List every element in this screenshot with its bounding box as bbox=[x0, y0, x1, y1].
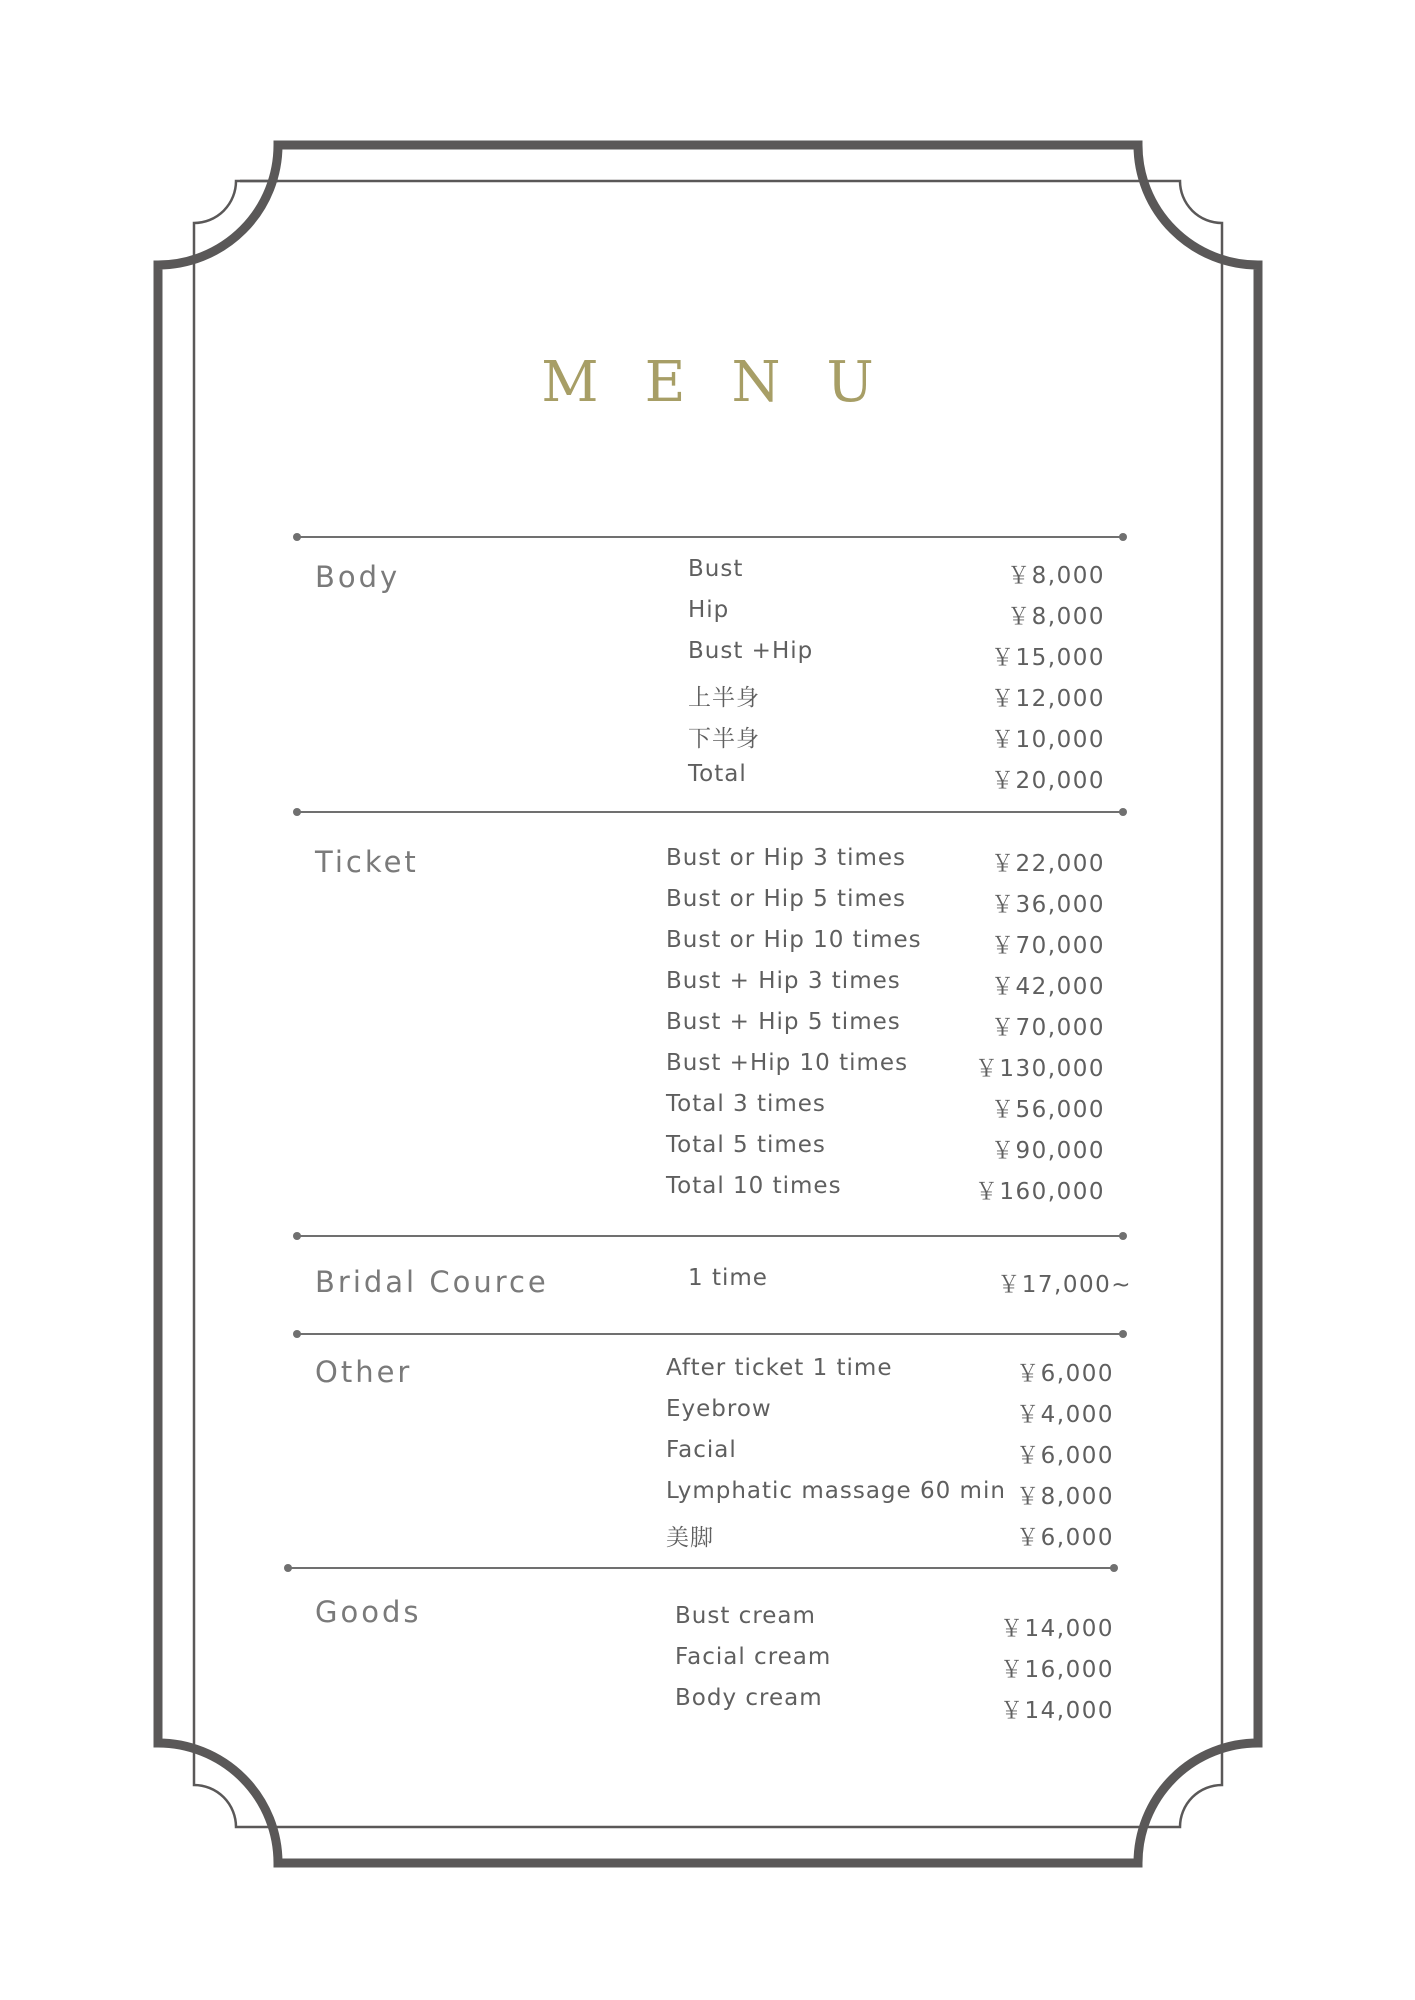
section-divider bbox=[297, 1235, 1123, 1237]
menu-item-price: ￥20,000 bbox=[991, 768, 1105, 794]
menu-item-name: Lymphatic massage 60 min bbox=[666, 1478, 1006, 1504]
menu-item-name: Hip bbox=[688, 597, 730, 623]
menu-item-name: Total 10 times bbox=[666, 1173, 842, 1199]
menu-item-price: ￥4,000 bbox=[1016, 1402, 1114, 1428]
menu-item-name: 上半身 bbox=[688, 685, 760, 711]
category-label: Goods bbox=[315, 1595, 422, 1629]
menu-item-price: ￥8,000 bbox=[1007, 563, 1105, 589]
menu-item-price: ￥6,000 bbox=[1016, 1443, 1114, 1469]
menu-item-name: After ticket 1 time bbox=[666, 1355, 893, 1381]
menu-item-name: Bust +Hip bbox=[688, 638, 814, 664]
category-label: Ticket bbox=[315, 845, 419, 879]
menu-item-name: Bust +Hip 10 times bbox=[666, 1050, 909, 1076]
menu-item-price: ￥8,000 bbox=[1016, 1484, 1114, 1510]
menu-item-price: ￥10,000 bbox=[991, 727, 1105, 753]
menu-item-name: Total 5 times bbox=[666, 1132, 826, 1158]
section-divider bbox=[297, 1333, 1123, 1335]
menu-item-name: Bust bbox=[688, 556, 744, 582]
category-label: Bridal Cource bbox=[315, 1265, 549, 1299]
menu-item-price: ￥56,000 bbox=[991, 1097, 1105, 1123]
menu-title: MENU bbox=[541, 350, 920, 415]
menu-item-price: ￥70,000 bbox=[991, 1015, 1105, 1041]
menu-item-price: ￥6,000 bbox=[1016, 1525, 1114, 1551]
menu-item-price: ￥22,000 bbox=[991, 851, 1105, 877]
menu-item-price: ￥160,000 bbox=[974, 1179, 1105, 1205]
section-divider bbox=[297, 811, 1123, 813]
menu-item-price: ￥42,000 bbox=[991, 974, 1105, 1000]
menu-item-price: ￥12,000 bbox=[991, 686, 1105, 712]
menu-item-price: ￥130,000 bbox=[974, 1056, 1105, 1082]
menu-item-price: ￥14,000 bbox=[1000, 1616, 1114, 1642]
menu-item-name: Body cream bbox=[675, 1685, 823, 1711]
section-divider bbox=[297, 536, 1123, 538]
menu-item-price: ￥36,000 bbox=[991, 892, 1105, 918]
menu-item-price: ￥14,000 bbox=[1000, 1698, 1114, 1724]
menu-item-price: ￥15,000 bbox=[991, 645, 1105, 671]
menu-item-name: Facial cream bbox=[675, 1644, 832, 1670]
menu-item-price: ￥70,000 bbox=[991, 933, 1105, 959]
menu-item-name: Facial bbox=[666, 1437, 737, 1463]
menu-item-name: Bust or Hip 10 times bbox=[666, 927, 922, 953]
menu-item-name: Bust cream bbox=[675, 1603, 816, 1629]
menu-item-name: Bust + Hip 5 times bbox=[666, 1009, 901, 1035]
category-label: Other bbox=[315, 1355, 413, 1389]
menu-item-name: Bust + Hip 3 times bbox=[666, 968, 901, 994]
menu-item-name: Bust or Hip 3 times bbox=[666, 845, 906, 871]
menu-item-name: Bust or Hip 5 times bbox=[666, 886, 906, 912]
menu-item-price: ￥90,000 bbox=[991, 1138, 1105, 1164]
menu-item-name: Eyebrow bbox=[666, 1396, 772, 1422]
menu-item-name: 下半身 bbox=[688, 726, 760, 752]
category-label: Body bbox=[315, 560, 401, 594]
menu-item-name: 美脚 bbox=[666, 1525, 714, 1551]
menu-item-price: ￥8,000 bbox=[1007, 604, 1105, 630]
menu-item-price: ￥6,000 bbox=[1016, 1361, 1114, 1387]
menu-item-name: 1 time bbox=[688, 1265, 768, 1291]
menu-item-name: Total 3 times bbox=[666, 1091, 826, 1117]
menu-item-price: ￥16,000 bbox=[1000, 1657, 1114, 1683]
section-divider bbox=[288, 1567, 1114, 1569]
menu-item-name: Total bbox=[688, 761, 747, 787]
menu-item-price: ￥17,000~ bbox=[997, 1272, 1132, 1298]
